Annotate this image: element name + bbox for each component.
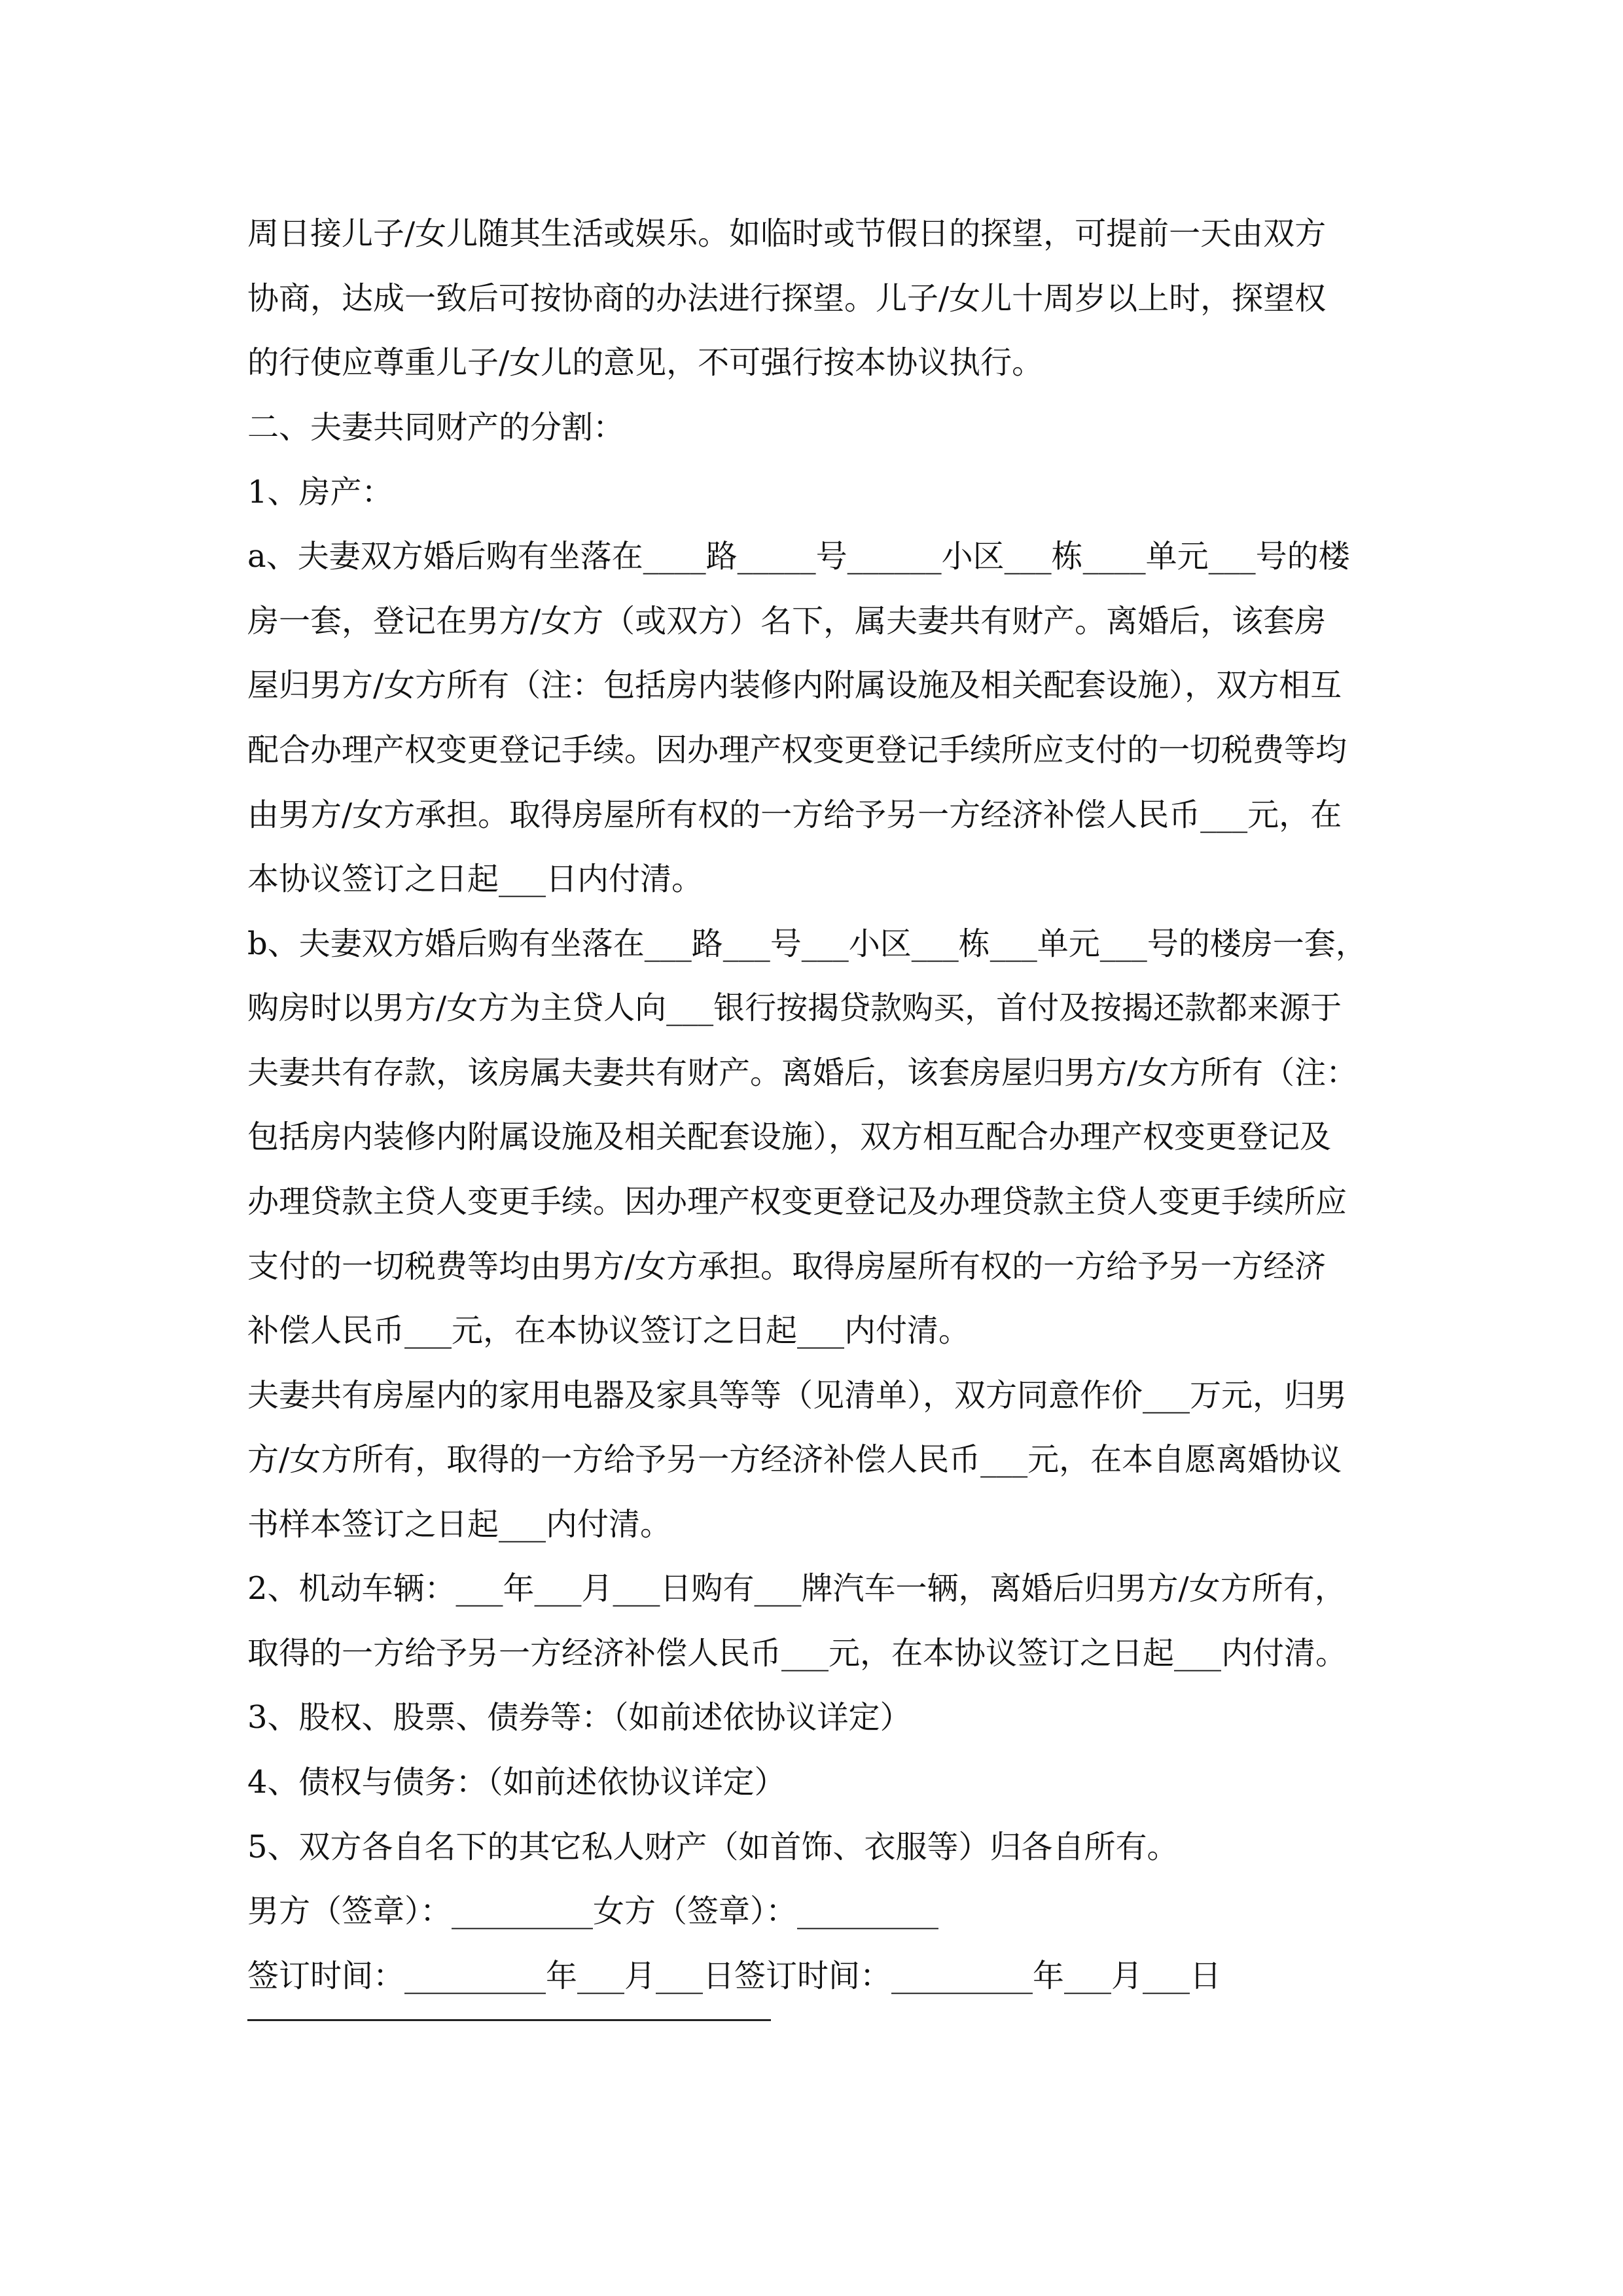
body-line: 方/女方所有，取得的一方给予另一方经济补偿人民币___元，在本自愿离婚协议 [247,1441,1342,1478]
body-line: 2、机动车辆：___年___月___日购有___牌汽车一辆，离婚后归男方/女方所有， [247,1570,1346,1607]
body-line: 本协议签订之日起___日内付清。 [247,861,704,897]
body-line: 补偿人民币___元，在本协议签订之日起___内付清。 [247,1312,971,1349]
body-line: 支付的一切税费等均由男方/女方承担。取得房屋所有权的一方给予另一方经济 [247,1248,1327,1285]
body-line: 书样本签订之日起___内付清。 [247,1506,672,1543]
body-line: 购房时以男方/女方为主贷人向___银行按揭贷款购买，首付及按揭还款都来源于 [247,990,1342,1026]
body-line: 房一套，登记在男方/女方（或双方）名下，属夫妻共有财产。离婚后，该套房 [247,603,1327,639]
body-line: 3、股权、股票、债券等：（如前述依协议详定） [247,1699,912,1736]
horizontal-rule [247,2019,771,2021]
body-line: 包括房内装修内附属设施及相关配套设施），双方相互配合办理产权变更登记及 [247,1119,1332,1155]
body-line: 4、债权与债务：（如前述依协议详定） [247,1764,786,1801]
body-line: 协商，达成一致后可按协商的办法进行探望。儿子/女儿十周岁以上时，探望权 [247,280,1327,317]
body-line: 的行使应尊重儿子/女儿的意见，不可强行按本协议执行。 [247,344,1044,381]
body-line: 由男方/女方承担。取得房屋所有权的一方给予另一方经济补偿人民币___元，在 [247,797,1342,833]
body-line: 夫妻共有存款，该房属夫妻共有财产。离婚后，该套房屋归男方/女方所有（注： [247,1054,1358,1091]
body-line: 办理贷款主贷人变更手续。因办理产权变更登记及办理贷款主贷人变更手续所应 [247,1183,1347,1220]
sign-date-line: 签订时间：_________年___月___日签订时间：_________年___月___日 [247,1958,1222,1994]
body-line: 5、双方各自名下的其它私人财产（如首饰、衣服等）归各自所有。 [247,1829,1179,1865]
body-line: 取得的一方给予另一方经济补偿人民币___元，在本协议签订之日起___内付清。 [247,1635,1347,1672]
body-line: 周日接儿子/女儿随其生活或娱乐。如临时或节假日的探望，可提前一天由双方 [247,215,1327,252]
signature-line: 男方（签章）：_________女方（签章）：_________ [247,1893,939,1929]
section-heading: 二、夫妻共同财产的分割： [247,409,625,446]
body-line: b、夫妻双方婚后购有坐落在___路___号___小区___栋___单元___号的楼房一套， [247,925,1367,962]
body-line: 夫妻共有房屋内的家用电器及家具等等（见清单），双方同意作价___万元，归男 [247,1377,1347,1414]
item-heading: 1、房产： [247,474,393,511]
body-line: a、夫妻双方婚后购有坐落在____路_____号______小区___栋____单元___号的楼 [247,538,1350,575]
body-line: 屋归男方/女方所有（注：包括房内装修内附属设施及相关配套设施），双方相互 [247,667,1342,704]
body-line: 配合办理产权变更登记手续。因办理产权变更登记手续所应支付的一切税费等均 [247,732,1347,768]
